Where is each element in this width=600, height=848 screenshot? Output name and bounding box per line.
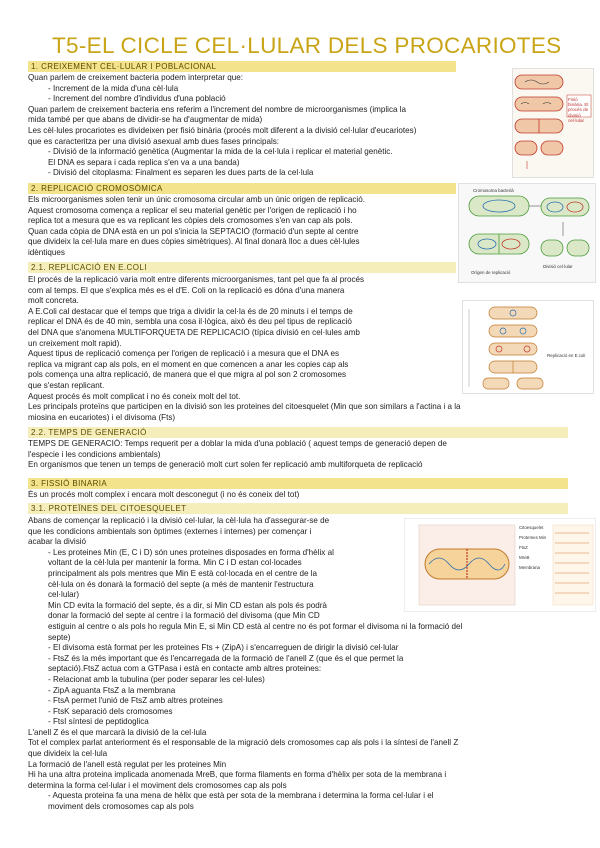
paragraph-line: que s'estan replicant. — [28, 380, 105, 390]
list-item: - Aquesta proteina fa una mena de hèlix que està per sota de la membrana i determina la forma cel·lular i el — [48, 791, 434, 801]
list-item: septe) — [48, 632, 71, 642]
paragraph-line: Aquest cromosoma comença a replicar el seu material genètic per l'origen de replicació i ho — [28, 205, 357, 215]
paragraph-line: La formació de l'anell està regulat per les proteines Min — [28, 759, 227, 769]
cytoskeleton-diagram — [405, 519, 595, 611]
figure-label: MreB — [519, 555, 530, 560]
paragraph-line: Hi ha una altra proteina implicada anomenada MreB, que forma filaments en forma d'hèlix per sota de la membrana i — [28, 770, 447, 780]
figure-label: Proteïnes Min — [519, 535, 547, 540]
page-title: T5-EL CICLE CEL·LULAR DELS PROCARIOTES — [52, 33, 562, 58]
figure-caption: Fisió binària. El procés de divisió cel·lular — [568, 97, 589, 123]
paragraph-line: replica va migrant cap als pols, en el moment en que comencen a anar les copies cap als — [28, 359, 349, 369]
replication-diagram — [459, 184, 595, 282]
figure-label: Cromosoma bacterià — [473, 188, 514, 193]
list-item: - Divisió de la informació genètica (Augmentar la mida de la cel·lula i replicar el material genètic. — [48, 147, 393, 157]
paragraph-line: Aquest tipus de replicació comença per l'origen de replicació i a mesura que el DNA es — [28, 349, 340, 359]
paragraph-line: determina la forma cel·lular i el moviment dels cromosomes cap als pols — [28, 780, 287, 790]
list-item: - ZipA aguanta FtsZ a la membrana — [48, 685, 176, 695]
paragraph-line: L'anell Z és el que marcarà la divisió de la cel·lula — [28, 727, 207, 737]
section-heading-1: 1. CREIXEMENT CEL·LULAR I POBLACIONAL — [28, 61, 456, 72]
list-item: - Increment del nombre d'individus d'una població — [48, 94, 226, 104]
list-item: El DNA es separa i cada replica s'en va a una banda) — [48, 157, 240, 167]
paragraph-line: mida també per que abans de dividir-se ha d'augmentar de mida) — [28, 115, 263, 125]
section-heading-2-1: 2.1. REPLICACIÓ EN E.COLI — [28, 262, 456, 273]
paragraph-line: replica tot a mesura que es va replicant les còpies dels cromosomes s'en van cap als pols. — [28, 216, 353, 226]
binary-fission-figure — [512, 68, 594, 178]
paragraph-line: Abans de començar la replicació i la divisió cel·lular, la cèl·lula ha d'assegurar-se de — [28, 516, 330, 525]
paragraph-line: un creixement molt rapid). — [28, 338, 122, 348]
list-item: - Divisió del citoplasma: Finalment es separen les dues parts de la cel·lula — [48, 168, 314, 178]
ecoli-diagram — [463, 301, 593, 393]
list-item: cèl·lula on és donarà la formació del septe (a més de mantenir l'estructura — [48, 579, 314, 589]
paragraph-line: Quan parlem de creixement bacteria podem interpretar que: — [28, 73, 244, 82]
list-item: moviment dels cromosomes cap als pols — [48, 802, 194, 812]
list-item: - FtsI síntesi de peptidoglica — [48, 717, 149, 727]
paragraph-line: molt concreta. — [28, 296, 79, 306]
paragraph-line: En organismos que tenen un temps de generació molt curt solen fer replicació amb multiforqueta de replicació — [28, 460, 423, 470]
cytoskeleton-figure — [404, 518, 596, 612]
paragraph-line: que divideix la cel·lula mare en dues còpies simètriques). Al final donarà lloc a dues cèl·lules — [28, 237, 360, 247]
paragraph-line: pols comença una altra replicació, de manera que el que migra al pol son 2 cromosomes — [28, 370, 347, 380]
list-item: - FtsZ és la més important que és l'encarregada de la formació de l'anell Z (que és el que permet la — [48, 653, 404, 663]
list-item: septació).FtsZ actua com a GTPasa i està en contacte amb altres proteines: — [48, 664, 322, 674]
chromosome-replication-figure — [458, 183, 596, 283]
ecoli-replication-figure — [462, 300, 594, 394]
paragraph-line: replicar el DNA és de 40 min, sembla una cosa il·lògica, això és deu pel tipus de replicació — [28, 317, 352, 327]
section-1-body — [28, 73, 503, 179]
figure-label: Replicació en E.coli — [547, 353, 586, 358]
paragraph-line: del DNA que s'anomena MULTIFORQUETA DE REPLICACIÓ (típica divisió en cel·lules amb — [28, 327, 360, 337]
list-item: donar la formació del septe al centre i la formació del divisoma (que Min CD — [48, 611, 320, 621]
paragraph-line: TEMPS DE GENERACIÓ: Temps requerit per a doblar la mida d'una població ( aquest temps de generació depen de — [28, 439, 447, 448]
section-heading-3-1: 3.1. PROTEÏNES DEL CITOESQUELET — [28, 503, 568, 514]
paragraph-line: acabar la divisió — [28, 537, 87, 547]
section-2-2-body — [28, 439, 568, 471]
paragraph-line: Les principals proteïns que participen en la divisió son les proteines del citoesquelet (Min que son similars a l'actina i a la — [28, 402, 461, 412]
section-2-body — [28, 195, 453, 259]
list-item: estiguin al centre o als pols ho regula Min E, si Min CD està al centre no és pot formar el divisoma ni la formació del — [48, 621, 463, 631]
paragraph-line: Les cèl·lules procariotes es divideixen per fisió binària (procés molt diferent a la divisió cel·lular d'eucariotes) — [28, 125, 417, 135]
section-heading-2-2: 2.2. TEMPS DE GENERACIÓ — [28, 427, 568, 438]
paragraph-line: que es caracteritza per una divisió asexual amb dues fases principals: — [28, 136, 280, 146]
paragraph-line: com al temps. El que s'explica més es el d'E. Coli on la replicació es dóna d'una manera — [28, 285, 345, 295]
figure-label: FtsZ — [519, 545, 528, 550]
figure-label: Membrana — [519, 565, 540, 570]
section-heading-2: 2. REPLICACIÓ CROMOSÒMICA — [28, 183, 456, 194]
paragraph-line: El procés de la replicació varia molt entre diferents microorganismes, tant pel que fa al procés — [28, 275, 365, 284]
list-item: - Les proteines Min (E, C i D) són unes proteines disposades en forma d'hèlix al — [48, 547, 334, 557]
list-item: - FtsK separació dels cromosomes — [48, 706, 173, 716]
list-item: - FtsA permet l'unió de FtsZ amb altres proteines — [48, 696, 223, 706]
list-item: principalment als pols mentres que Min E està col·locada en el centre de la — [48, 568, 318, 578]
paragraph-line: Tot el complex parlat anteriorment és el responsable de la migració dels cromosomes cap als pols i la síntesi de l'anell Z — [28, 738, 459, 748]
paragraph-line: que les condicions ambientals son òptimes (externes i internes) per començar i — [28, 526, 312, 536]
list-item: Min CD evita la formació del septe, és a dir, si Min CD estan als pols és podrà — [48, 600, 327, 610]
paragraph-line: Aquest procés és molt complicat i no és coneix molt del tot. — [28, 391, 241, 401]
paragraph-line: l'especie i les condicions ambientals) — [28, 449, 161, 459]
section-heading-3: 3. FISSIÓ BINARIA — [28, 478, 568, 489]
list-item: voltant de la cèl·lula per mantenir la forma. Min C i D estan col·locades — [48, 558, 302, 568]
paragraph-line: miosina en eucariotes) i el divisoma (Fts) — [28, 412, 176, 422]
figure-label: Divisió cel·lular — [543, 264, 573, 269]
paragraph-line: idèntiques — [28, 247, 65, 257]
paragraph-line: que divideix la cel·lula — [28, 749, 108, 759]
paragraph-line: Quan cada còpia de DNA està en un pol s'inicia la SEPTACIÓ (formació d'un septe al centre — [28, 226, 359, 236]
list-item: cel·lular) — [48, 590, 80, 600]
paragraph-line: A E.Coli cal destacar que el temps que triga a dividir la cel·la és de 20 minuts i el temps de — [28, 306, 353, 316]
paragraph-line: És un procés molt complex i encara molt desconegut (i no és coneix del tot) — [28, 490, 300, 499]
figure-label: Orígen de replicació — [471, 270, 511, 275]
section-3-body — [28, 490, 568, 501]
paragraph-line: Els microorganismes solen tenir un únic cromosoma circular amb un únic origen de replicació. — [28, 195, 365, 204]
list-item: - El divisoma està format per les proteines Fts + (ZipA) i s'encarreguen de dirigir la divisió cel·lular — [48, 643, 399, 653]
list-item: - Increment de la mida d'una cèl·lula — [48, 83, 179, 93]
figure-label: Citoesquelet — [519, 525, 544, 530]
list-item: - Relacionat amb la tubulina (per poder separar les cel·lules) — [48, 674, 265, 684]
paragraph-line: Quan parlem de creixement bacteria ens referim a l'increment del nombre de microorganismes (implica la — [28, 104, 407, 114]
